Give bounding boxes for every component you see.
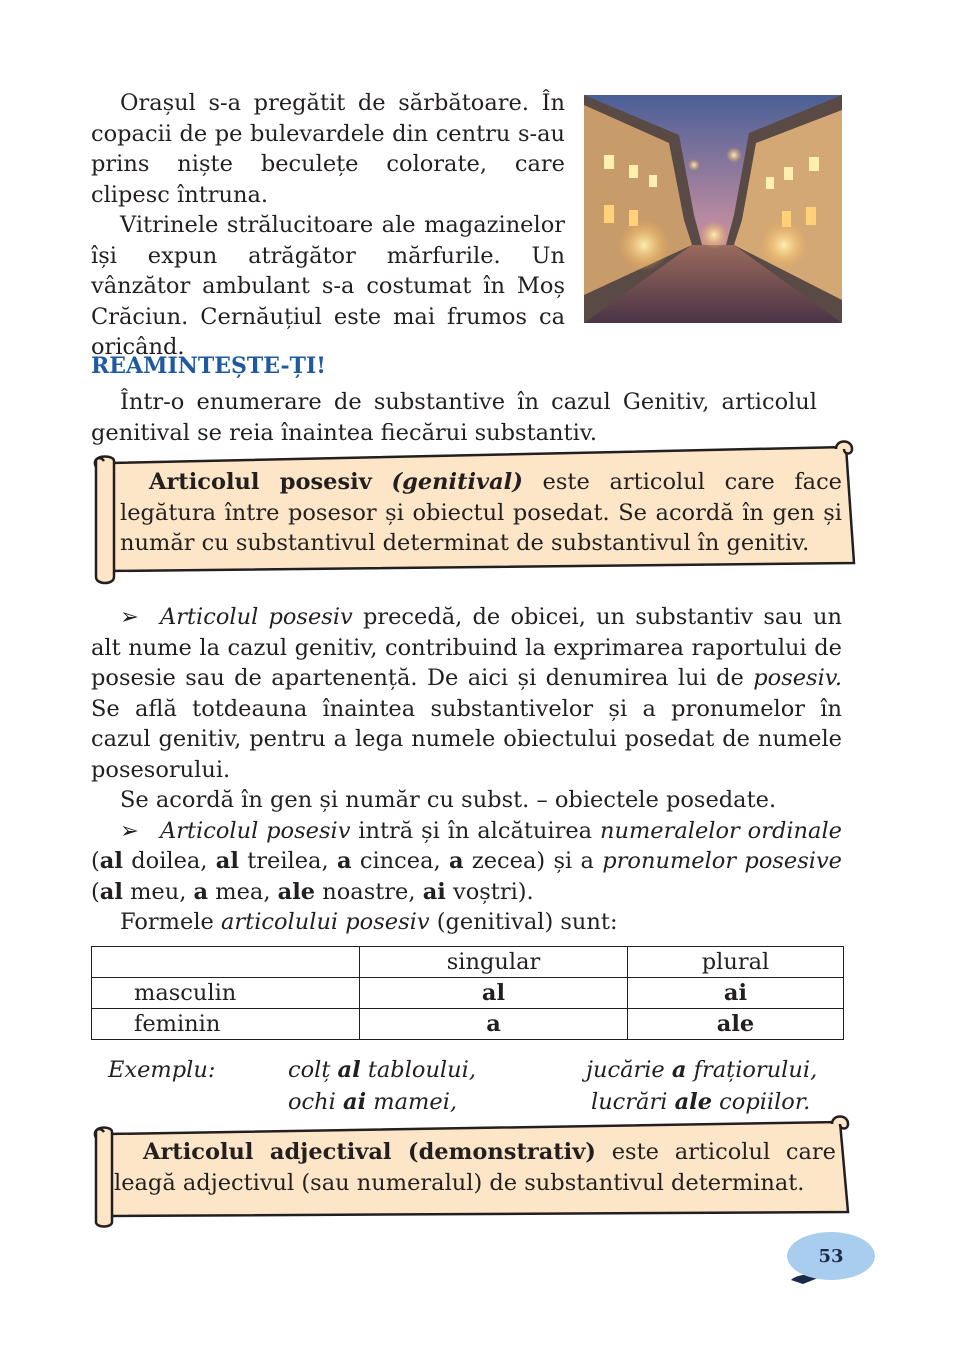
text-run: noastre,: [315, 878, 423, 905]
forms-table: [91, 946, 844, 1040]
table-row: [92, 1009, 844, 1040]
text-run: Se află totdeauna înaintea substantivelor și a pronumelor în cazul genitiv, pentru a lega numele obiectului posedat de numele posesorului.: [91, 695, 842, 783]
remember-text: Într-o enumerare de substantive în cazul Genitiv, articolul genitival se reia înaintea fiecărui substantiv.: [91, 389, 817, 446]
explanation-section: [91, 602, 842, 938]
bold-word: a: [193, 878, 209, 905]
term-genitival: (genitival): [391, 469, 523, 495]
emphasis-numerale: numeralelor ordinale: [599, 817, 842, 844]
term-italic: Articolul posesiv: [160, 817, 351, 844]
bold-word: al: [99, 848, 123, 874]
table-cell: a: [360, 1009, 628, 1040]
intro-paragraph-1: Orașul s-a pregătit de sărbătoare. În copacii de pe bulevardele din centru s-au prins niște beculețe colorate, care clipesc întruna.: [91, 90, 565, 208]
bold-word: al: [337, 1057, 361, 1083]
bold-word: a: [448, 848, 464, 874]
bold-word: ale: [674, 1089, 713, 1115]
text-run: voștri).: [445, 878, 534, 905]
arrow-bullet-icon: ➢: [120, 817, 139, 844]
bold-word: ale: [277, 878, 316, 905]
emphasis-posesiv: posesiv.: [753, 665, 842, 691]
term-italic: Articolul posesiv: [160, 604, 353, 630]
definition-posesiv-body: este articolul care face legătura între posesor și obiectul posedat. Se acordă în gen și număr cu substantivul determinat de substantivul în genitiv.: [120, 469, 843, 556]
table-header-cell: plural: [628, 947, 844, 978]
remember-heading: REAMINTEȘTE-ȚI!: [91, 353, 326, 379]
text-run: precedă, de obicei, un substantiv sau un alt nume la cazul genitiv, contribuind la exprimarea raportului de posesie sau de apartenență. De aici și denumirea lui de: [91, 604, 842, 691]
text-run: (: [91, 848, 100, 874]
intro-text: [91, 88, 565, 363]
bold-word: ai: [343, 1089, 367, 1115]
table-cell: masculin: [92, 978, 360, 1009]
street-photo-drawing: [584, 95, 842, 323]
definition-adjectival-text: [114, 1137, 836, 1198]
examples-label: Exemplu:: [108, 1057, 216, 1083]
emphasis-articol: articolului posesiv: [221, 909, 430, 935]
term-adjectival: Articolul adjectival (demonstrativ): [143, 1139, 596, 1165]
bold-word: al: [215, 848, 239, 874]
text-run: (: [91, 878, 100, 905]
example-1: [288, 1055, 476, 1086]
table-cell: al: [360, 978, 628, 1009]
table-row: [92, 978, 844, 1009]
text-run: copiilor.: [712, 1089, 811, 1115]
explanation-paragraph-3: [91, 816, 842, 908]
table-cell: ale: [628, 1009, 844, 1040]
text-run: ochi: [288, 1089, 343, 1115]
bold-word: al: [99, 878, 123, 905]
text-run: colț: [288, 1057, 338, 1083]
text-run: zecea) și a: [463, 848, 603, 874]
table-cell: feminin: [92, 1009, 360, 1040]
text-run: mamei,: [366, 1089, 458, 1115]
bold-word: a: [671, 1057, 687, 1083]
bold-word: a: [336, 848, 352, 874]
text-run: treilea,: [238, 848, 337, 874]
intro-paragraph-2: Vitrinele strălucitoare ale magazinelor își expun atrăgător mărfurile. Un vânzător ambulant s-a costumat în Moș Crăciun. Cernăuțiul este mai frumos ca oricând.: [91, 212, 565, 360]
text-run: Formele: [120, 909, 221, 935]
explanation-paragraph-4: [91, 907, 842, 938]
text-run: doilea,: [122, 848, 216, 874]
example-2: [586, 1055, 817, 1086]
text-run: mea,: [208, 878, 278, 905]
definition-adjectival-body: este articolul care leagă adjectivul (sau numeralul) de substantivul determinat.: [114, 1139, 837, 1196]
explanation-paragraph-2: Se acordă în gen și număr cu subst. – obiectele posedate.: [120, 787, 777, 813]
text-run: frațiorului,: [686, 1057, 818, 1083]
text-run: (genitival) sunt:: [429, 909, 618, 935]
table-header-cell: [92, 947, 360, 978]
text-run: lucrări: [591, 1089, 675, 1115]
text-run: meu,: [122, 878, 194, 905]
examples-block: [0, 1055, 963, 1119]
term-posesiv: Articolul posesiv: [149, 469, 372, 495]
street-photo: [584, 95, 842, 323]
table-header-row: [92, 947, 844, 978]
text-run: cincea,: [351, 848, 449, 874]
table-cell: ai: [628, 978, 844, 1009]
table-header-cell: singular: [360, 947, 628, 978]
definition-scroll-adjectival: [86, 1112, 852, 1230]
page-number: 53: [818, 1246, 844, 1267]
text-run: jucărie: [586, 1057, 672, 1083]
definition-scroll-posesiv: [86, 437, 858, 589]
emphasis-pronume: pronumelor posesive: [602, 848, 842, 874]
text-run: tabloului,: [360, 1057, 476, 1083]
definition-posesiv-text: [120, 467, 842, 559]
arrow-bullet-icon: ➢: [120, 604, 139, 630]
explanation-paragraph-1: [91, 602, 842, 785]
bold-word: ai: [422, 878, 446, 905]
text-run: intră și în alcătuirea: [350, 817, 600, 844]
